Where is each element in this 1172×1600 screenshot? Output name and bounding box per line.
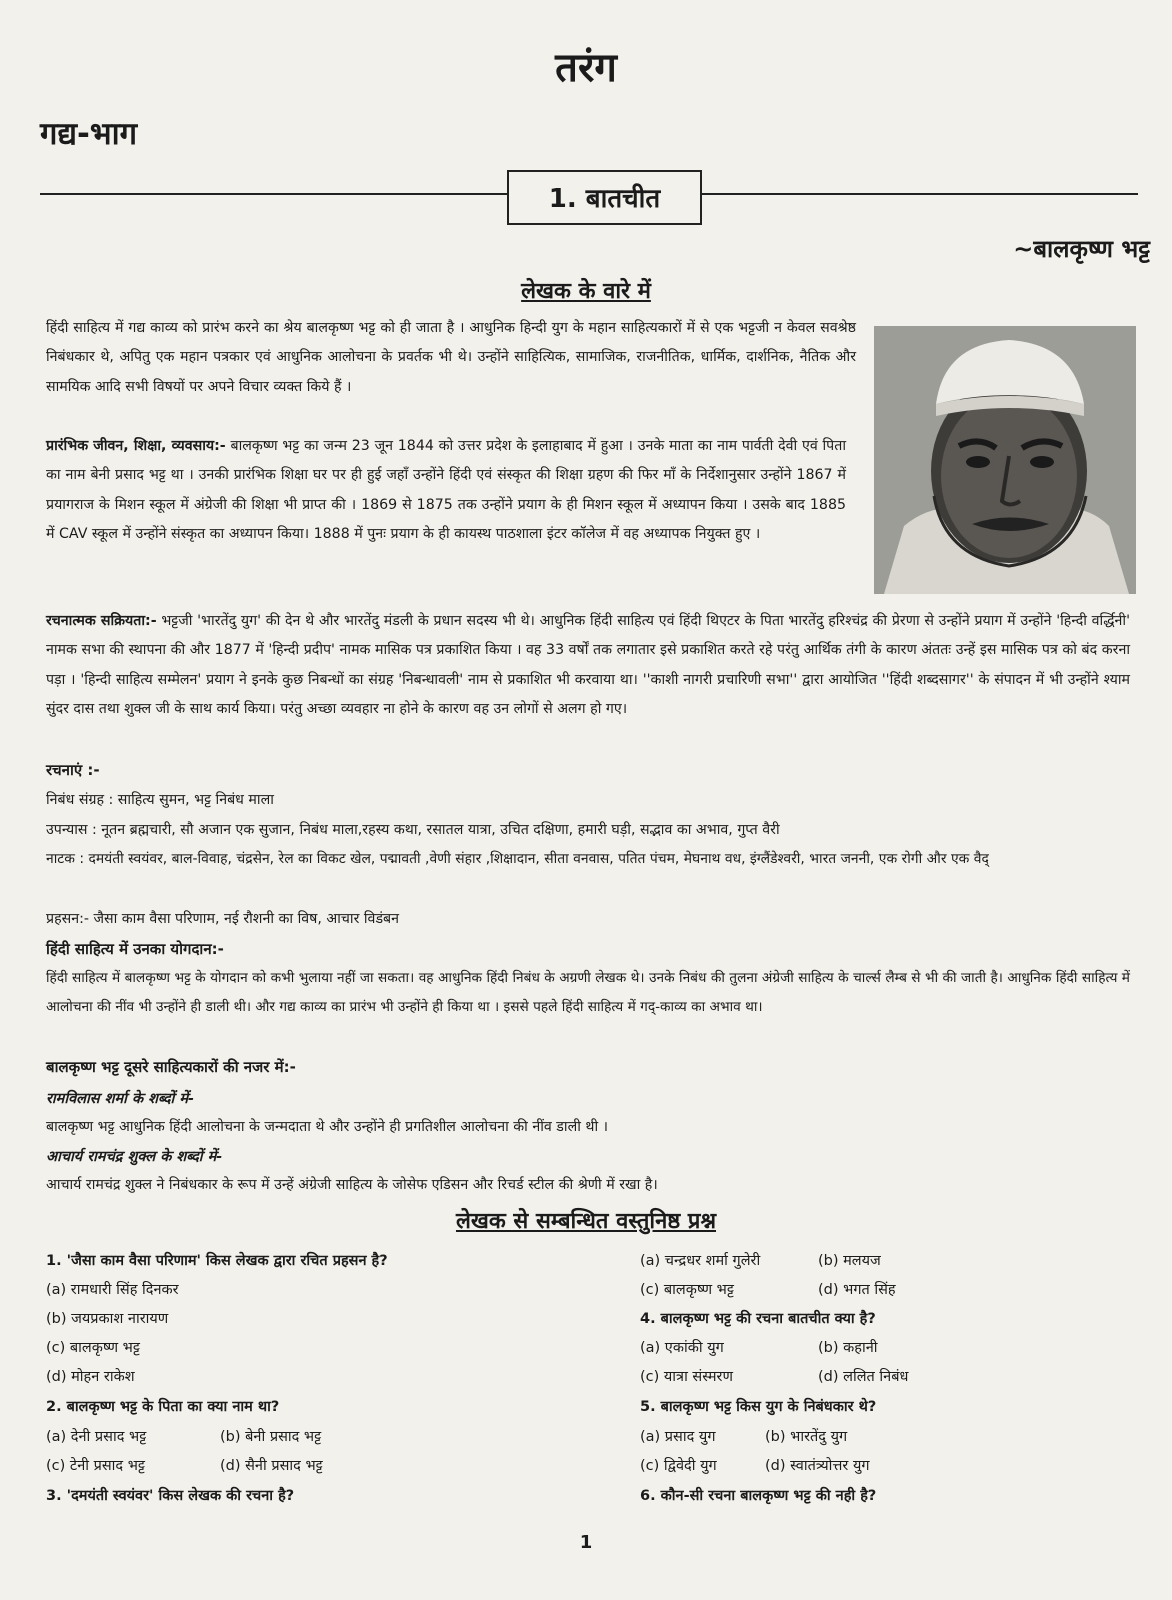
chapter-title: 1. बातचीत	[507, 170, 702, 225]
q1-option-c: (c) बालकृष्ण भट्ट	[46, 1340, 140, 1356]
q4-option-c: (c) यात्रा संस्मरण	[640, 1369, 733, 1385]
creative-activity-label: रचनात्मक सक्रियता:-	[46, 613, 157, 629]
shukla-label: आचार्य रामचंद्र शुक्ल के शब्दों में-	[46, 1149, 223, 1165]
q4-option-a: (a) एकांकी युग	[640, 1340, 724, 1356]
q1-option-b: (b) जयप्रकाश नारायण	[46, 1311, 169, 1327]
question-4: 4. बालकृष्ण भट्ट की रचना बातचीत क्या है?	[640, 1311, 876, 1327]
author-portrait	[874, 326, 1136, 594]
intro-paragraph: हिंदी साहित्य में गद्य काव्य को प्रारंभ करने का श्रेय बालकृष्ण भट्ट को ही जाता है । आधुनिक हिन्दी युग के महान साहित्यकारों में से एक भट्टजी न केवल सवश्रेष्ठ निबंधकार थे, अपितु एक महान पत्रकार एवं आधुनिक आलोचना के प्रवर्तक भी थे। उन्होंने साहित्यिक, सामाजिक, राजनीतिक, धार्मिक, दार्शनिक, नैतिक और सामयिक आदि सभी विषयों पर अपने विचार व्यक्त किये हैं ।	[46, 320, 856, 395]
q2-option-a: (a) देनी प्रसाद भट्ट	[46, 1429, 147, 1445]
early-life-paragraph	[46, 432, 846, 550]
q4-option-d: (d) ललित निबंध	[818, 1369, 909, 1385]
novels-list: उपन्यास : नूतन ब्रह्मचारी, सौ अजान एक सुजान, निबंध माला,रहस्य कथा, रसातल यात्रा, उचित दक्षिणा, हमारी घड़ी, सद्भाव का अभाव, गुप्त वैरी	[46, 822, 780, 838]
contribution-paragraph: हिंदी साहित्य में बालकृष्ण भट्ट के योगदान को कभी भुलाया नहीं जा सकता। वह आधुनिक हिंदी निबंध के अग्रणी लेखक थे। उनके निबंध की तुलना अंग्रेजी साहित्य के चार्ल्स लैम्ब से भी की जाती है। आधुनिक हिंदी साहित्य में आलोचना की नींव भी उन्होंने ही डाली थी। और गद्य काव्य का प्रारंभ भी उन्होंने ही किया था । इससे पहले हिंदी साहित्य में गद्-काव्य का अभाव था।	[46, 970, 1130, 1016]
q5-option-b: (b) भारतेंदु युग	[765, 1429, 848, 1445]
creative-activity-paragraph	[46, 607, 1130, 725]
essay-collection: निबंध संग्रह : साहित्य सुमन, भट्ट निबंध माला	[46, 792, 274, 808]
early-life-label: प्रारंभिक जीवन, शिक्षा, व्यवसाय:-	[46, 438, 226, 454]
q1-option-d: (d) मोहन राकेश	[46, 1369, 135, 1385]
works-heading: रचनाएं :-	[46, 761, 100, 779]
q2-option-b: (b) बेनी प्रसाद भट्ट	[220, 1429, 322, 1445]
plays-list: नाटक : दमयंती स्वयंवर, बाल-विवाह, चंद्रसेन, रेल का विकट खेल, पद्मावती ,वेणी संहार ,शिक्षादान, सीता वनवास, पतित पंचम, मेघनाथ वध, इंग्लैंडेश्वरी, भारत जननी, एक रोगी और एक वैद्	[46, 851, 989, 867]
q3-option-b: (b) मलयज	[818, 1253, 881, 1269]
ramvilas-quote: बालकृष्ण भट्ट आधुनिक हिंदी आलोचना के जन्मदाता थे और उन्होंने ही प्रगतिशील आलोचना की नींव डाली थी ।	[46, 1119, 609, 1135]
ramvilas-label: रामविलास शर्मा के शब्दों में-	[46, 1091, 195, 1107]
q3-option-a: (a) चन्द्रधर शर्मा गुलेरी	[640, 1253, 761, 1269]
question-6: 6. कौन-सी रचना बालकृष्ण भट्ट की नही है?	[640, 1488, 877, 1504]
question-5: 5. बालकृष्ण भट्ट किस युग के निबंधकार थे?	[640, 1399, 877, 1415]
contribution-heading: हिंदी साहित्य में उनका योगदान:-	[46, 940, 224, 958]
q3-option-d: (d) भगत सिंह	[818, 1282, 896, 1298]
q5-option-a: (a) प्रसाद युग	[640, 1429, 716, 1445]
q1-option-a: (a) रामधारी सिंह दिनकर	[46, 1282, 179, 1298]
about-author-heading: लेखक के वारे में	[521, 279, 651, 304]
book-title: तरंग	[555, 45, 617, 91]
shukla-quote: आचार्य रामचंद्र शुक्ल ने निबंधकार के रूप में उन्हें अंग्रेजी साहित्य के जोसेफ एडिसन और रिचर्ड स्टील की श्रेणी में रखा है।	[46, 1177, 658, 1193]
early-life-text: बालकृष्ण भट्ट का जन्म 23 जून 1844 को उत्तर प्रदेश के इलाहाबाद में हुआ । उनके माता का नाम पार्वती देवी एवं पिता का नाम बेनी प्रसाद भट्ट था । उनकी प्रारंभिक शिक्षा घर पर ही हुई जहाँ उन्होंने हिंदी एवं संस्कृत की शिक्षा ग्रहण की फिर माँ के निर्देशानुसार उन्होंने 1867 में प्रयागराज के मिशन स्कूल में अंग्रेजी की शिक्षा भी प्राप्त की । 1869 से 1875 तक उन्होंने प्रयाग के ही मिशन स्कूल में अध्यापन किया । उसके बाद 1885 में CAV स्कूल में उन्होंने संस्कृत का अध्यापन किया। 1888 में पुनः प्रयाग के ही कायस्थ पाठशाला इंटर कॉलेज में वह अध्यापक नियुक्त हुए ।	[46, 438, 846, 543]
q5-option-c: (c) द्विवेदी युग	[640, 1458, 717, 1474]
views-heading: बालकृष्ण भट्ट दूसरे साहित्यकारों की नजर में:-	[46, 1058, 296, 1076]
question-1: 1. 'जैसा काम वैसा परिणाम' किस लेखक द्वारा रचित प्रहसन है?	[46, 1253, 388, 1269]
q5-option-d: (d) स्वातंत्र्योत्तर युग	[765, 1458, 870, 1474]
q4-option-b: (b) कहानी	[818, 1340, 878, 1356]
mcq-heading: लेखक से सम्बन्धित वस्तुनिष्ठ प्रश्न	[455, 1209, 717, 1234]
rule-left	[40, 193, 507, 195]
question-2: 2. बालकृष्ण भट्ट के पिता का क्या नाम था?	[46, 1399, 280, 1415]
creative-activity-text: भट्टजी 'भारतेंदु युग' की देन थे और भारतेंदु मंडली के प्रधान सदस्य भी थे। आधुनिक हिंदी साहित्य एवं हिंदी थिएटर के पिता भारतेंदु हरिश्चंद्र की प्रेरणा से उन्होंने प्रयाग में उन्होंने 'हिन्दी वर्द्धिनी' नामक सभा की स्थापना की और 1877 में 'हिन्दी प्रदीप' नामक मासिक पत्र प्रकाशित किया । वह 33 वर्षों तक लगातार इसे प्रकाशित करते रहे परंतु आर्थिक तंगी के कारण अंततः उन्हें इस मासिक पत्र को बंद करना पड़ा । 'हिन्दी साहित्य सम्मेलन' प्रयाग ने इनके कुछ निबन्धों का संग्रह 'निबन्धावली' नाम से प्रकाशित भी करवाया था। ''काशी नागरी प्रचारिणी सभा'' द्वारा आयोजित ''हिंदी शब्दसागर'' के संपादन में भी उन्होंने श्याम सुंदर दास तथा शुक्ल जी के साथ कार्य किया। परंतु अच्छा व्यवहार ना होने के कारण वह उन लोगों से अलग हो गए।	[46, 613, 1130, 718]
author-signature: ~बालकृष्ण भट्ट	[1013, 235, 1150, 263]
q3-option-c: (c) बालकृष्ण भट्ट	[640, 1282, 734, 1298]
section-title: गद्य-भाग	[40, 116, 138, 152]
q2-option-d: (d) सैनी प्रसाद भट्ट	[220, 1458, 323, 1474]
q2-option-c: (c) टेनी प्रसाद भट्ट	[46, 1458, 146, 1474]
page-number: 1	[579, 1532, 593, 1553]
farces-list: प्रहसन:- जैसा काम वैसा परिणाम, नई रौशनी का विष, आचार विडंबन	[46, 911, 400, 927]
question-3: 3. 'दमयंती स्वयंवर' किस लेखक की रचना है?	[46, 1488, 295, 1504]
rule-right	[702, 193, 1138, 195]
